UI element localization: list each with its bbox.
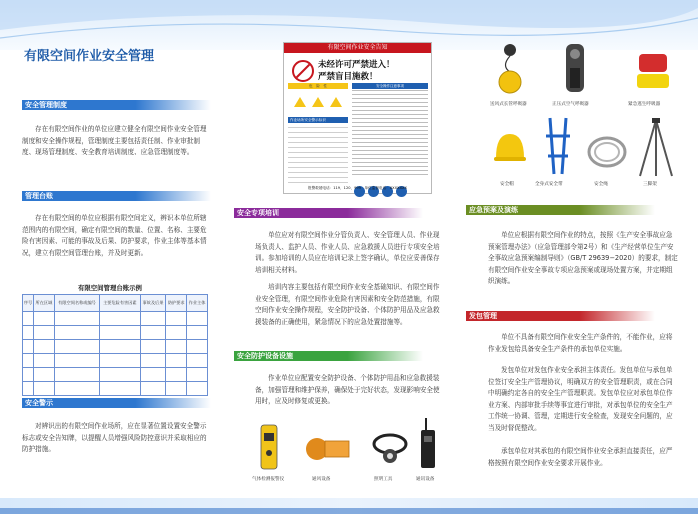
notice-headline-1: 未经许可严禁进入！ xyxy=(318,60,395,70)
training-text-1: 单位应对有限空间作业分管负责人、安全管理人员、作业现场负责人、监护人员、作业人员、应急救援人员进行专项安全培训。参加培训的人员应在培训记录上签字确认，单位应妥善保存培训相关材料。 xyxy=(255,231,440,274)
equipment-label: 安全帽 xyxy=(500,182,514,187)
notice-rules-header: 安全操作注意事项 xyxy=(352,83,428,89)
mgmt-text: 存在有限空间作业的单位应建立健全有限空间作业安全管理制度和安全操作规程，管理制度主要包括责任制、作业审批制度、现场管理制度、安全教育培训制度、应急管理制度等。 xyxy=(22,125,207,157)
section-heading-mgmt: 安全管理制度 xyxy=(22,100,211,110)
equipment-label: 安全绳 xyxy=(594,182,608,187)
outsourcing-text-1: 单位不具备有限空间作业安全生产条件的，不能作业，应将作业发包给具备安全生产条件的承包单位实施。 xyxy=(488,333,673,353)
equipment-label: 气体检测报警仪 xyxy=(252,477,285,482)
equipment-label: 紧急逃生呼吸器 xyxy=(628,102,661,107)
table-row xyxy=(23,382,208,396)
emergency-text: 单位应根据有限空间作业的特点，按照《生产安全事故应急预案管理办法》（应急管理部令第2号）和《生产经营单位生产安全事故应急预案编制导则》（GB/T 29639−2020）的要求，制定有限空间作业安全事故专项应急预案或现场处置方案，并定期组织演练。 xyxy=(488,231,678,286)
warning-triangle-icon xyxy=(330,97,342,107)
ledger-col-header: 主要危险有害因素 xyxy=(100,295,140,312)
tripod-icon xyxy=(636,116,676,178)
table-row xyxy=(23,312,208,326)
notice-rules-text xyxy=(352,83,428,178)
equipment-label: 正压式空气呼吸器 xyxy=(552,102,589,107)
notice-headline-2: 严禁盲目施救！ xyxy=(318,72,378,82)
equipment-label: 通风设备 xyxy=(312,477,331,482)
hazard-label: 危 险 性 xyxy=(288,83,348,89)
equipment-label: 照明工具 xyxy=(374,477,393,482)
headlamp-icon xyxy=(371,432,409,468)
training-text-2: 培训内容主要包括有限空间作业安全基础知识、有限空间作业安全管理，有限空间作业危险有害因素和安全防范措施，有限空间作业安全操作规程，安全防护设备、个体防护用品及应急救援装备的正确使用，紧急情况下的应急处置措施等。 xyxy=(255,283,440,326)
table-row xyxy=(23,354,208,368)
notice-header: 有限空间作业安全告知 xyxy=(284,43,431,53)
outsourcing-text-2: 发包单位对发包作业安全承担主体责任。发包单位与承包单位签订安全生产管理协议，明确双方的安全管理职责，或在合同中明确约定各自的安全生产管理职责。发包单位应对承包单位作业方案、内部审批手续等事宜进行审批，对承包单位的安全生产工作统一协调、管理，定期进行安全检查，发现安全问题的，应当及时督促整改。 xyxy=(488,366,673,432)
table-row xyxy=(23,368,208,382)
section-heading-ledger: 管理台账 xyxy=(22,191,211,201)
ventilation-fan-icon xyxy=(305,432,351,466)
equipment-text: 作业单位应配置安全防护设备、个体防护用品和应急救援装备，加强管理和维护保养，确保处于完好状态，发现影响安全使用时，应及时修复或更换。 xyxy=(255,374,440,406)
no-entry-icon xyxy=(292,60,314,82)
walkie-talkie-icon xyxy=(418,416,438,470)
section-heading-outsourcing: 发包管理 xyxy=(466,311,655,321)
safety-notice-board xyxy=(283,42,432,194)
ledger-col-header: 事故及后果 xyxy=(140,295,166,312)
hazard-icons xyxy=(288,92,348,111)
ledger-col-header: 有限空间名称或编号 xyxy=(54,295,99,312)
ppe-icons xyxy=(354,182,407,201)
long-tube-respirator-icon xyxy=(493,42,527,94)
full-body-harness-icon xyxy=(540,116,576,176)
info-lines xyxy=(288,123,348,183)
ledger-col-header: 防护要求 xyxy=(166,295,187,312)
escape-respirator-icon xyxy=(633,52,673,92)
notice-footer: 报警救援电话：119、120、999 单位监督电话：XXXXXXX xyxy=(308,186,407,190)
ledger-col-header: 序号 xyxy=(23,295,34,312)
warning-triangle-icon xyxy=(294,97,306,107)
notice-hazard-panel xyxy=(288,83,348,193)
ledger-table-title: 有限空间管理台账示例 xyxy=(78,284,142,292)
ledger-col-header: 所在区域 xyxy=(34,295,55,312)
section-heading-equipment: 安全防护设备设施 xyxy=(234,351,423,361)
page-title: 有限空间作业安全管理 xyxy=(24,49,155,64)
ledger-table xyxy=(22,294,208,396)
equipment-label: 全身式安全带 xyxy=(535,182,563,187)
equipment-label: 送风式长管呼吸器 xyxy=(490,102,527,107)
notice-headline xyxy=(318,59,395,83)
section-heading-emergency: 应急预案及演练 xyxy=(466,205,655,215)
equipment-label: 通讯设备 xyxy=(416,477,435,482)
outsourcing-text-3: 承包单位对其承包的有限空间作业安全承担直接责任，应严格按照有限空间作业安全要求开展作业。 xyxy=(488,447,673,467)
scba-respirator-icon xyxy=(558,40,592,98)
table-row xyxy=(23,326,208,340)
section-heading-training: 安全专项培训 xyxy=(234,208,423,218)
warning-text: 对辨识出的有限空间作业场所，应在显著位置设置安全警示标志或安全告知牌，以提醒人员增强风险防控意识并采取相应的防护措施。 xyxy=(22,422,207,454)
safety-rope-icon xyxy=(585,132,629,172)
section-heading-warning: 安全警示 xyxy=(22,398,211,408)
equipment-label: 三脚架 xyxy=(643,182,657,187)
gas-detector-icon xyxy=(258,423,280,471)
warning-triangle-icon xyxy=(312,97,324,107)
table-row xyxy=(23,340,208,354)
ledger-text: 存在有限空间的单位应根据有限空间定义，辨识本单位所辖范围内的有限空间，确定有限空间的数量、位置、名称、主要危险有害因素、可能的事故及后果、防护要求，作业主体等基本情况，建立有限空间管理台账，并及时更新。 xyxy=(22,214,207,257)
ledger-col-header: 作业主体 xyxy=(187,295,208,312)
helmet-icon xyxy=(493,128,527,174)
footer-stripe xyxy=(0,508,698,514)
info-title: 作业场所安全警示标识 xyxy=(288,117,348,123)
